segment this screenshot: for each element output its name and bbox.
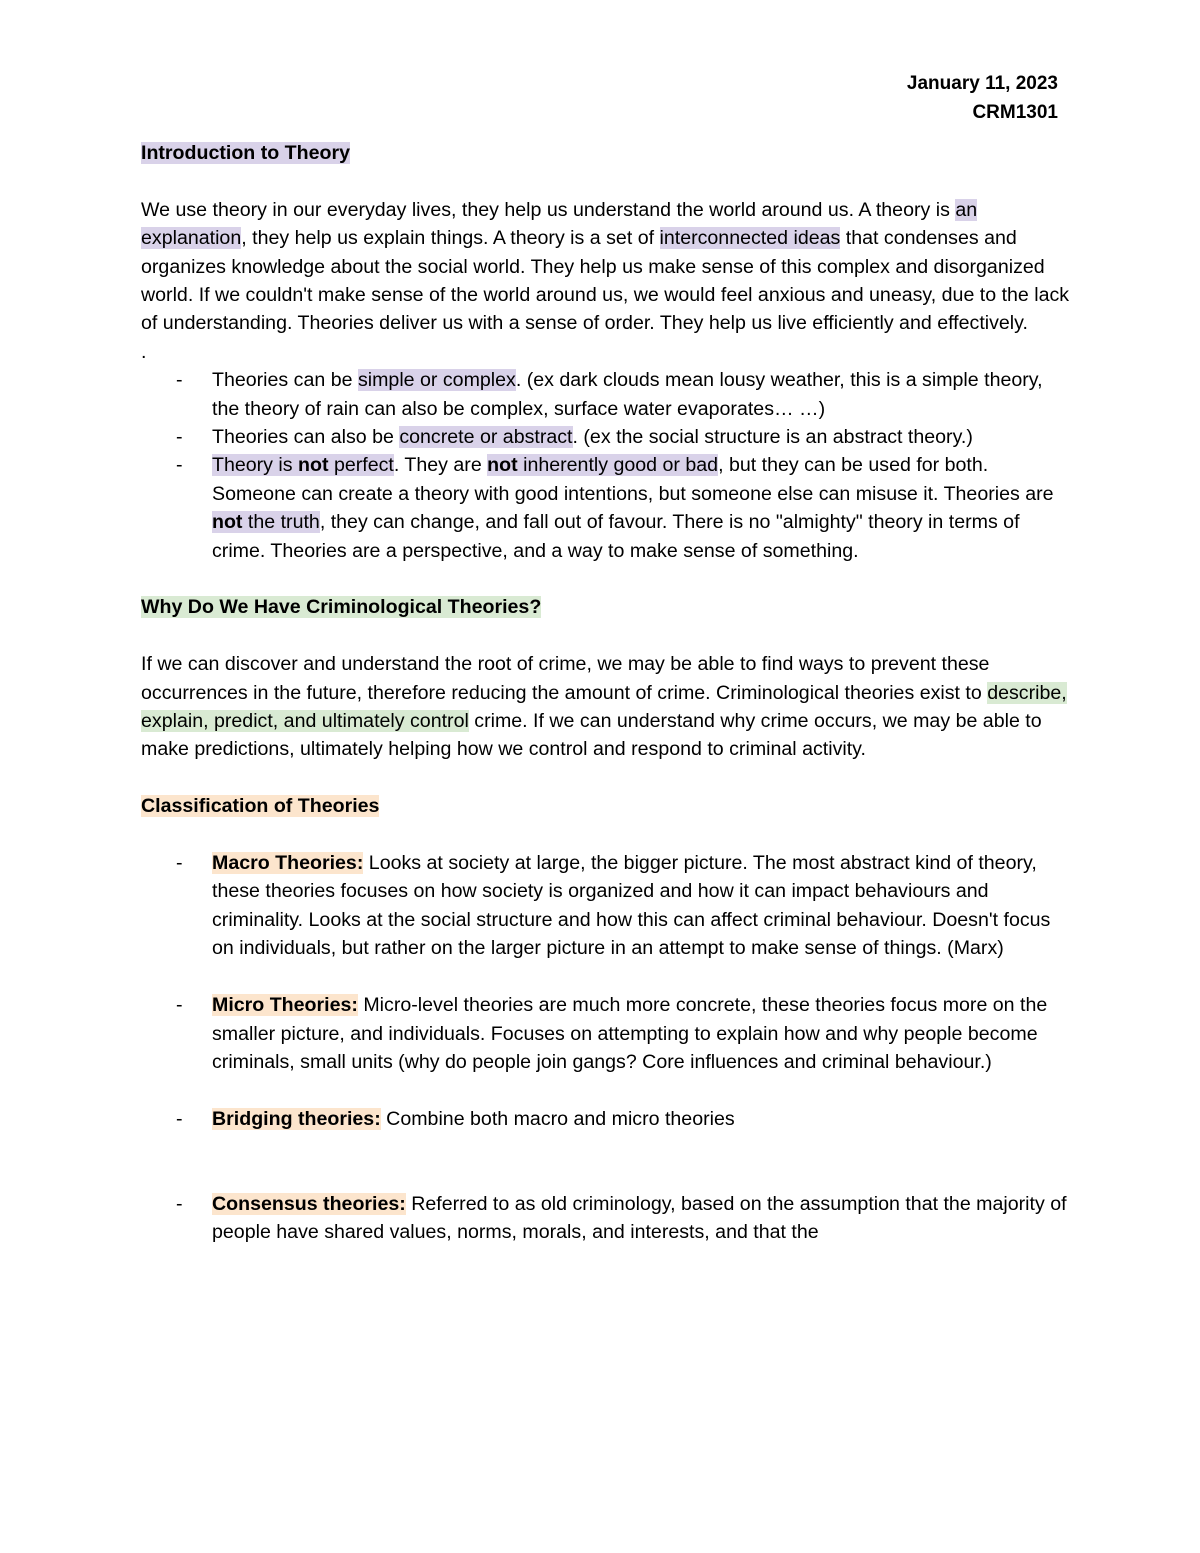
text-run: . (ex dark clouds mean lousy weather, this is a simple theory, the theory of rain can also be complex, surface water evaporates… …) (212, 369, 1043, 420)
course-code: CRM1301 (972, 101, 1058, 123)
text-run: , they can change, and fall out of favour. There is no "almighty" theory in terms of crime. Theories are a perspective, and a way to make sense of something. (212, 511, 1020, 562)
text-run: , they help us explain things. A theory is a set of (241, 227, 660, 250)
text-run: inherently good or bad (517, 454, 719, 477)
term-definition: Micro-level theories are much more concrete, these theories focus more on the smaller picture, and individuals. Focuses on attempting to explain how and why people become criminals, small units (why do people join gangs? Core influences and criminal behaviour.) (212, 994, 1048, 1073)
intro-paragraph (141, 196, 1071, 338)
text-run: Theories can be (212, 369, 358, 392)
stray-dot: . (141, 340, 147, 363)
text-run: Theory is (212, 454, 299, 477)
list-item (141, 451, 1071, 565)
list-item-macro (141, 849, 1071, 963)
highlight-explanation: an explanation (141, 198, 978, 250)
term-label: Consensus theories: (212, 1192, 406, 1215)
dash-marker: - (176, 1107, 183, 1130)
text-run: If we can discover and understand the root of crime, we may be able to find ways to prevent these occurrences in the future, therefore reducing the amount of crime. Criminological theories exist to (141, 653, 990, 704)
date-line: January 11, 2023 (906, 73, 1058, 94)
bold-not: not (298, 454, 329, 477)
term-label: Bridging theories: (212, 1107, 381, 1130)
highlight-interconnected-ideas: interconnected ideas (659, 227, 841, 250)
term-label: Micro Theories: (212, 994, 358, 1017)
list-item-consensus (141, 1190, 1071, 1247)
dash-marker: - (176, 1192, 183, 1215)
list-item-micro (141, 991, 1071, 1076)
bold-not: not (487, 454, 518, 477)
term-label: Macro Theories: (212, 852, 364, 875)
term-definition: Looks at society at large, the bigger picture. The most abstract kind of theory, these theories focuses on how society is organized and how it can impact behaviours and criminality. Looks at the social structure and how this can affect criminal behaviour. Doesn't focus on individuals, but rather on the larger picture in an attempt to make sense of things. (Marx) (212, 852, 1051, 960)
list-item (141, 423, 1071, 451)
term-definition: Referred to as old criminology, based on the assumption that the majority of people have shared values, norms, morals, and interests, and that the (212, 1192, 1067, 1244)
text-run: Theories can also be (212, 426, 400, 449)
dash-marker: - (176, 454, 183, 477)
text-run: the truth (242, 511, 320, 534)
theory-properties-list (141, 366, 1071, 565)
text-run: crime. If we can understand why crime occurs, we may be able to make predictions, ultimately helping how we control and respond to criminal activity. (141, 710, 1042, 761)
dash-marker: - (176, 852, 183, 875)
heading-text: Introduction to Theory (141, 142, 350, 164)
heading-text: Classification of Theories (141, 795, 380, 818)
document-header (907, 70, 1058, 127)
highlight-not-good-bad (487, 454, 718, 476)
dash-marker: - (176, 369, 183, 392)
text-run: . (ex the social structure is an abstract theory.) (572, 426, 973, 449)
list-item (141, 366, 1071, 423)
section-heading-classification (141, 792, 1071, 820)
text-run: . They are (393, 454, 488, 477)
section-heading-why-theories (141, 593, 1071, 621)
bold-not: not (212, 511, 243, 534)
highlight-concrete-abstract: concrete or abstract (399, 426, 573, 449)
text-run: perfect (328, 454, 394, 477)
term-definition: Combine both macro and micro theories (380, 1107, 735, 1130)
highlight-simple-complex: simple or complex (357, 369, 516, 392)
dash-marker: - (176, 426, 183, 449)
document-body (141, 139, 1071, 1247)
classification-list (141, 849, 1071, 1247)
section-heading-introduction (141, 139, 1071, 167)
highlight-describe-explain: describe, explain, predict, and ultimately control (141, 681, 1067, 733)
list-item-bridging (141, 1105, 1071, 1133)
highlight-not-truth (212, 511, 320, 533)
highlight-theory-not-perfect (212, 454, 394, 476)
text-run: that condenses and organizes knowledge about the social world. They help us make sense of this complex and disorganized world. If we couldn't make sense of the world around us, we would feel anxious and uneasy, due to the lack of understanding. Theories deliver us with a sense of order. They help us live efficiently and effectively. (141, 227, 1070, 335)
heading-text: Why Do We Have Criminological Theories? (141, 596, 542, 619)
why-paragraph (141, 650, 1071, 764)
dash-marker: - (176, 994, 183, 1017)
text-run: , but they can be used for both. Someone can create a theory with good intentions, but someone else can misuse it. Theories are (212, 454, 1054, 505)
text-run: We use theory in our everyday lives, they help us understand the world around us. A theory is (141, 198, 956, 221)
